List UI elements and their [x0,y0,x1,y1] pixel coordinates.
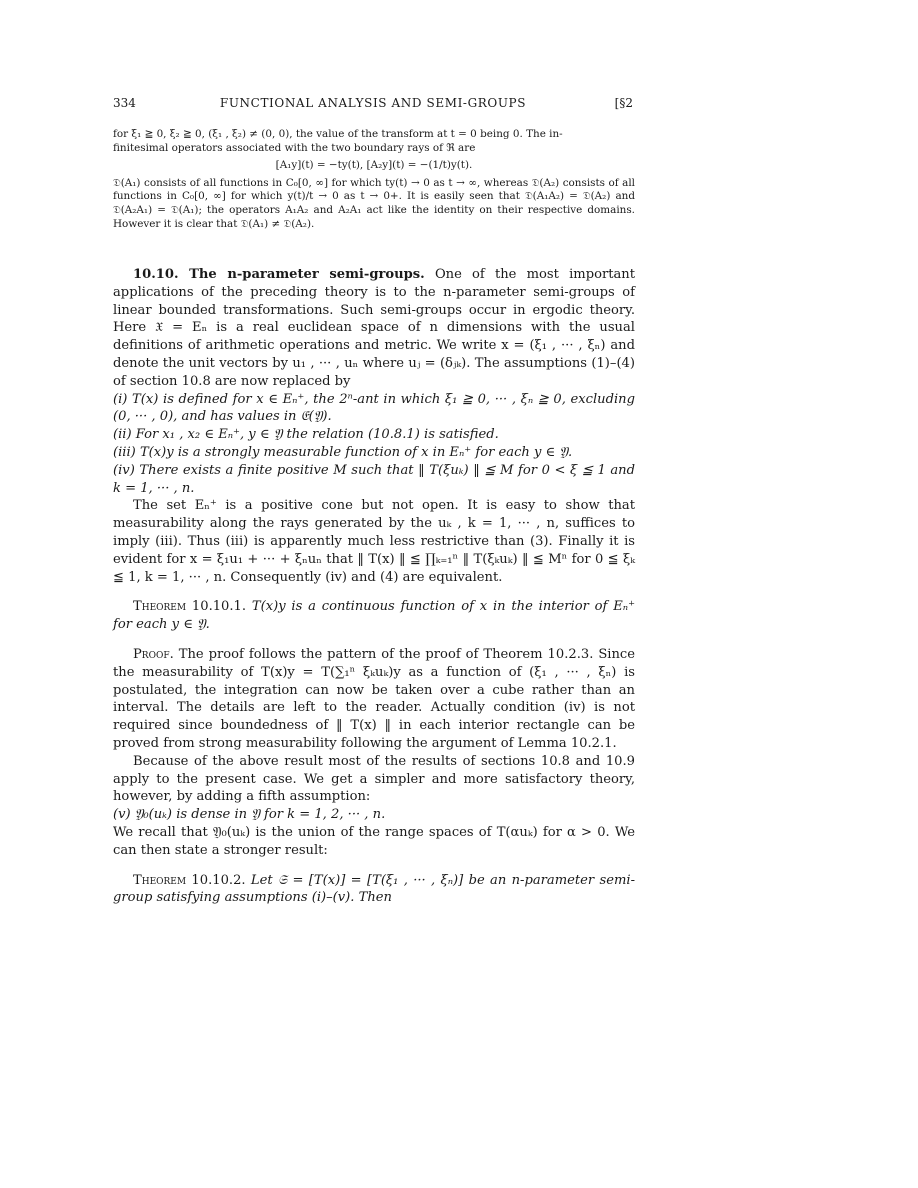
assumption-iii: (iii) T(x)y is a strongly measurable function of x in Eₙ⁺ for each y ∈ 𝔜. [113,444,573,460]
top-line-2: finitesimal operators associated with the two boundary rays of ℜ are [113,141,476,154]
top-block [113,128,635,231]
top-line-1: for ξ₁ ≧ 0, ξ₂ ≧ 0, (ξ₁ , ξ₂) ≠ (0, 0), the value of the transform at t = 0 being 0. The in- [113,128,563,140]
theorem-1 [113,598,635,634]
results-paragraph: Because of the above result most of the results of sections 10.8 and 10.9 apply to the present case. We get a simpler and more satisfactory theory, however, by adding a fifth assumption: [113,753,635,805]
boundary-equation: [A₁y](t) = −ty(t), [A₂y](t) = −(1/t)y(t). [275,159,473,172]
section-intro-text: One of the most important applications of the preceding theory is to the n-parameter semi-groups of linear bounded transformations. Such semi-groups occur in ergodic theory. Here 𝔛 = Eₙ is a real euclidean space of n dimensions with the usual definitions of arithmetic operations and metric. We write x = (ξ₁ , ··· , ξₙ) and denote the unit vectors by u₁ , ··· , uₙ where uⱼ = (δⱼₖ). The assumptions (1)–(4) of section 10.8 are now replaced by [113,267,635,389]
theorem-1-text: T(x)y is a continuous function of x in the interior of Eₙ⁺ for each y ∈ 𝔜. [113,599,635,633]
assumption-ii: (ii) For x₁ , x₂ ∈ Eₙ⁺, y ∈ 𝔜 the relation (10.8.1) is satisfied. [113,427,499,443]
domain-paragraph: 𝔇(A₁) consists of all functions in C₀[0, ∞] for which ty(t) → 0 as t → ∞, whereas 𝔇(A₂) consists of all functions in C₀[0, ∞] for which y(t)/t → 0 as t → 0+. It is easily seen that 𝔇(A₁A₂) = 𝔇(A₂) and 𝔇(A₂A₁) = 𝔇(A₁); the operators A₁A₂ and A₂A₁ act like the identity on their respective domains. However it is clear that 𝔇(A₁) ≠ 𝔇(A₂). [113,176,635,230]
section-intro [113,266,635,391]
theorem-1-label: Theorem 10.10.1. [133,599,247,615]
section-mark: [§2 [614,96,633,110]
section-heading: 10.10. The n-parameter semi-groups. [133,267,425,282]
assumption-iv: (iv) There exists a finite positive M such that ‖ T(ξuₖ) ‖ ≦ M for 0 < ξ ≦ 1 and k = 1, ··· , n. [113,462,635,496]
recall-paragraph: We recall that 𝔜₀(uₖ) is the union of the range spaces of T(αuₖ) for α > 0. We can then state a stronger result: [113,824,635,858]
main-text [113,266,635,907]
assumption-i: (i) T(x) is defined for x ∈ Eₙ⁺, the 2ⁿ-ant in which ξ₁ ≧ 0, ··· , ξₙ ≧ 0, excluding (0, ··· , 0), and has values in 𝔈(𝔜). [113,391,635,425]
theorem-2 [113,872,635,908]
page-number: 334 [113,96,136,110]
cone-paragraph: The set Eₙ⁺ is a positive cone but not open. It is easy to show that measurability along the rays generated by the uₖ , k = 1, ··· , n, suffices to imply (iii). Thus (iii) is apparently much less restrictive than (3). Finally it is evident for x = ξ₁u₁ + ··· + ξₙuₙ that ‖ T(x) ‖ ≦ ∏ₖ₌₁ⁿ ‖ T(ξₖuₖ) ‖ ≦ Mⁿ for 0 ≦ ξₖ ≦ 1, k = 1, ··· , n. Consequently (iv) and (4) are equivalent. [113,498,635,585]
assumption-v: (v) 𝔜₀(uₖ) is dense in 𝔜 for k = 1, 2, ··· , n. [113,807,386,823]
proof-paragraph [113,646,635,753]
proof-label: Proof. [133,646,174,662]
running-title: FUNCTIONAL ANALYSIS AND SEMI-GROUPS [219,96,527,110]
proof-text: The proof follows the pattern of the proof of Theorem 10.2.3. Since the measurability of T(x)y = T(∑₁ⁿ ξₖuₖ)y as a function of (ξ₁ , ··· , ξₙ) is postulated, the integration can now be taken over a cube rather than an interval. The details are left to the reader. Actually condition (iv) is not required since boundedness of ‖ T(x) ‖ in each interior rectangle can be proved from strong measurability following the argument of Lemma 10.2.1. [113,646,635,751]
theorem-2-label: Theorem 10.10.2. [133,872,246,888]
theorem-2-text: Let 𝔖 = [T(x)] = [T(ξ₁ , ··· , ξₙ)] be an n-parameter semi-group satisfying assumptions (i)–(v). Then [113,872,635,906]
